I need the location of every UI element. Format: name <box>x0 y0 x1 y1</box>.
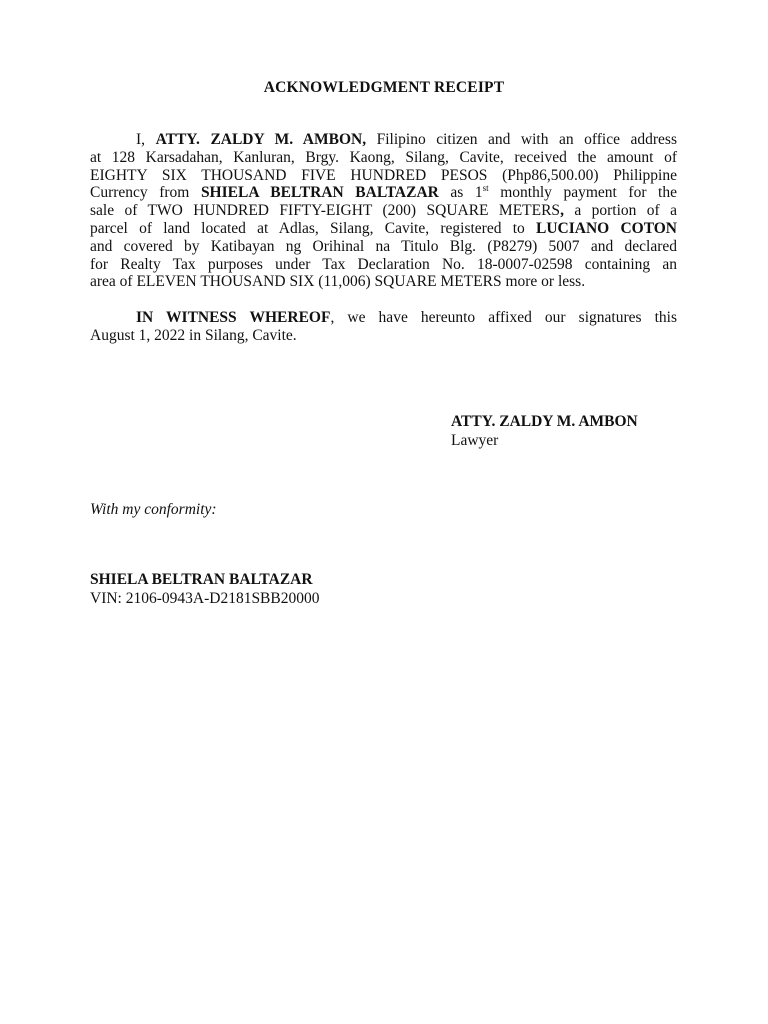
document-title: ACKNOWLEDGMENT RECEIPT <box>263 79 505 96</box>
text-run: sale of TWO HUNDRED FIFTY-EIGHT (200) SQUARE METERS <box>90 202 561 220</box>
text-run: Filipino citizen and with an office address <box>366 131 677 148</box>
lawyer-name-inline: ATTY. ZALDY M. AMBON, <box>155 131 367 148</box>
paragraph-line <box>90 309 677 327</box>
text-run: as 1 <box>438 184 483 202</box>
paragraph-line <box>90 220 677 238</box>
payer-name-inline: SHIELA BELTRAN BALTAZAR <box>200 184 439 202</box>
party-name: SHIELA BELTRAN BALTAZAR <box>90 571 313 588</box>
paragraph-line: and covered by Katibayan ng Orihinal na Titulo Blg. (P8279) 5007 and declared <box>90 237 677 255</box>
witness-paragraph <box>90 309 677 345</box>
text-run: Currency from <box>90 184 201 202</box>
text-run: a portion of a <box>563 202 677 220</box>
registered-owner-inline: LUCIANO COTON <box>536 219 678 237</box>
ordinal-superscript: st <box>482 183 489 194</box>
paragraph-line <box>90 184 677 202</box>
paragraph-line <box>90 202 677 220</box>
witness-heading-inline: IN WITNESS WHEREOF <box>136 309 331 326</box>
paragraph-line <box>90 131 677 149</box>
party-block <box>90 570 320 608</box>
text-run: monthly payment for the <box>488 184 677 202</box>
text-run: , we have hereunto affixed our signatures this <box>330 309 677 326</box>
bold-comma: , <box>560 202 564 220</box>
receipt-paragraph <box>90 131 677 291</box>
signatory-block <box>451 412 638 450</box>
paragraph-line: EIGHTY SIX THOUSAND FIVE HUNDRED PESOS (Php86,500.00) Philippine <box>90 166 677 184</box>
paragraph-line: at 128 Karsadahan, Kanluran, Brgy. Kaong, Silang, Cavite, received the amount of <box>90 148 677 166</box>
signatory-name: ATTY. ZALDY M. AMBON <box>451 413 638 430</box>
paragraph-line: August 1, 2022 in Silang, Cavite. <box>90 326 297 344</box>
text-run: I, <box>136 131 156 148</box>
signatory-role: Lawyer <box>451 432 499 449</box>
conformity-label: With my conformity: <box>90 501 217 518</box>
paragraph-line: area of ELEVEN THOUSAND SIX (11,006) SQUARE METERS more or less. <box>90 273 586 291</box>
text-run: parcel of land located at Adlas, Silang, Cavite, registered to <box>90 219 536 237</box>
paragraph-line: for Realty Tax purposes under Tax Declaration No. 18-0007-02598 containing an <box>90 255 677 273</box>
party-vin: VIN: 2106-0943A-D2181SBB20000 <box>90 590 320 607</box>
